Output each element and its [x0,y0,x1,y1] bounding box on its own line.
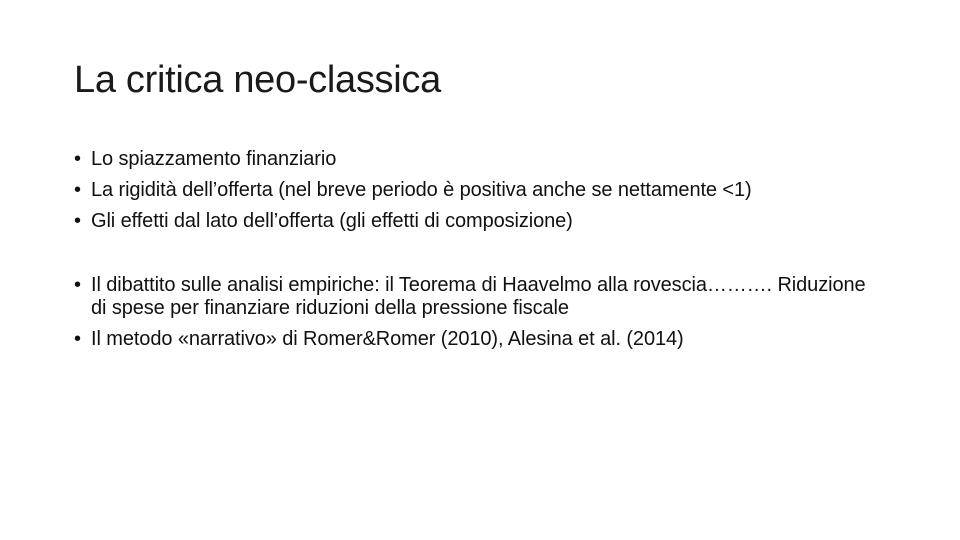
bullet-marker: • [74,179,81,201]
bullet-text: Il metodo «narrativo» di Romer&Romer (2010), Alesina et al. (2014) [91,328,684,350]
bullet-marker: • [74,210,81,232]
bullet-text: Il dibattito sulle analisi empiriche: il Teorema di Haavelmo alla rovescia………. Riduzione di spese per finanziare riduzioni della pressione fiscale [91,274,866,319]
slide-title: La critica neo-classica [74,59,441,101]
bullet-text: Lo spiazzamento finanziario [91,148,337,170]
bullet-list [74,148,874,359]
bullet-item [74,274,874,320]
bullet-text: Gli effetti dal lato dell’offerta (gli effetti di composizione) [91,210,573,232]
bullet-text: La rigidità dell’offerta (nel breve periodo è positiva anche se nettamente <1) [91,179,752,201]
bullet-item [74,328,874,351]
bullet-item [74,210,874,233]
bullet-item [74,179,874,202]
bullet-marker: • [74,328,81,350]
bullet-item [74,148,874,171]
bullet-marker: • [74,148,81,170]
bullet-marker: • [74,274,81,296]
